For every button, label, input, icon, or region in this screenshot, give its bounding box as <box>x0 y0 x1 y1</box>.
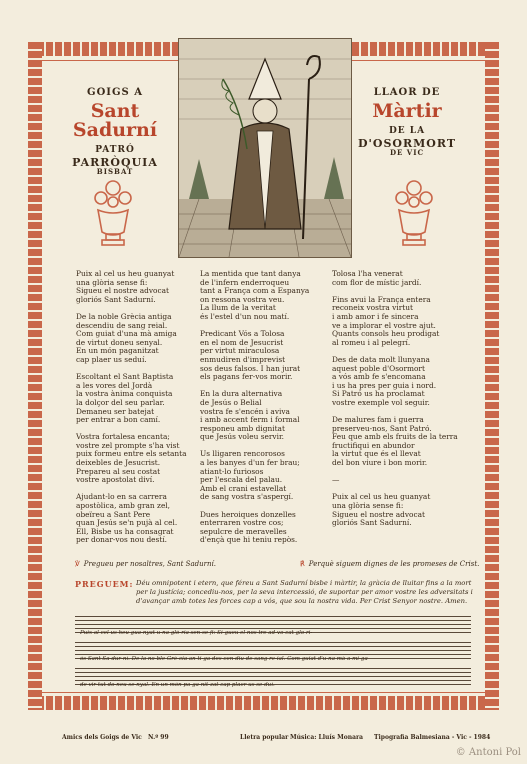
versicle-text: Pregueu per nosaltres, Sant Sadurní. <box>83 560 216 568</box>
rule-bottom <box>28 692 499 693</box>
lyrics-column-2: La mentida que tant danya de l'infern enderroqueu tant a França com a Espanya on ressona vostra veu. La llum de la veritat és l'estel d'un nou matí. Predicant Vós a Tolosa en el nom de Jesucrist per virtut miraculosa enmudiren d'imprevist sos deus falsos. I han jurat els pagans fer-vos morir. En la dura alternativa de Jesús o Belial vostra fe s'encén i aviva i amb accent ferm i formal responeu amb dignitat que Jesús voleu servir. Us lligaren rencorosos a les banyes d'un fer brau; atiant-lo furiosos per l'escala del palau. Amb el crani estavellat de sang vostra s'aspergí. Dues heroiques donzelles enterraren vostre cos; sepulcre de meravelles d'ençà que hi teniu repòs. <box>200 269 310 545</box>
decorative-border-left <box>28 42 42 710</box>
lyrics-column-3: Tolosa l'ha venerat com flor de místic jardí. Fins avui la França entera reconeix vostra virtut i amb amor i fe sincera ve a implorar el vostre ajut. Quants consols heu prodigat al romeu i al pelegrí. Des de data molt llunyana aquest poble d'Osormort a vós amb fe s'encomana i us ha pres per guia i nord. Si Patró us ha proclamat vostre exemple vol seguir. De malures fam i guerra preserveu-nos, Sant Patró. Feu que amb els fruits de la terra fructifiqui en abundor la virtut que és el llevat del bon viure i bon morir. — Puix al cel us heu guanyat una glòria sense fi: Sigueu el nostre advocat gloriós Sant Sadurní. <box>332 269 458 528</box>
music-lyric-1: Puix al cel us heu gua-nyat u-na glò-ria sen-se fi: Si-gueu el nos-tre ad-vo-cat glo-ri- <box>80 630 313 636</box>
music-lyric-2: ós Sant Sa-dur-ní. De la no-ble Grè-cia an-ti-ga des-cen-diu de sang re-ial. Com guiat d'u-na mà a-mi-ga <box>80 656 368 662</box>
title-sant-sadurni: Sant Sadurní <box>72 100 158 141</box>
decorative-border-bottom <box>28 696 499 710</box>
flower-vase-ornament-left <box>88 176 138 248</box>
prayer-label: PREGUEM: <box>75 579 134 589</box>
footer-number: N.º 99 <box>148 734 169 741</box>
response-symbol: ℟ <box>300 560 305 568</box>
photo-credit-watermark: © Antoni Pol <box>455 747 521 758</box>
lyrics-column-1: Puix al cel us heu guanyat una glòria sense fi: Sigueu el nostre advocat gloriós Sant Sadurní. De la noble Grècia antiga descendiu de sang reial. Com guiat d'una mà amiga de virtut doneu senyal. En un món paganitzat cap plaer us seduí. Escoltant el Sant Baptista a les vores del Jordà la vostra ànima conquista la dolçor del seu parlar. Demaneu ser batejat per entrar a bon camí. Vostra fortalesa encanta; vostre zel prompte s'ha vist puix formeu entre els setanta deixebles de Jesucrist. Prepareu al seu costat vostre apostolat diví. Ajudant-lo en sa carrera apostòlica, amb gran zel, obeïreu a Sant Pere quan Jesús se'n pujà al cel. Ell, Bisbe us ha consagrat per donar-vos nou destí. <box>76 269 187 545</box>
title-martir: Màrtir <box>372 100 442 122</box>
decorative-border-right <box>485 42 499 710</box>
footer-lletra: Lletra popular <box>240 734 289 741</box>
saint-portrait-image <box>178 38 352 258</box>
flower-vase-ornament-right <box>389 176 439 248</box>
bisbat: BISBAT <box>96 167 134 176</box>
versicle-symbol: ℣ <box>75 560 80 568</box>
response <box>300 560 479 568</box>
footer-amics: Amics dels Goigs de Vic <box>62 734 142 741</box>
footer-tipografia: Tipografia Balmesiana - Vic - 1984 <box>374 734 491 741</box>
osormort: D'OSORMORT <box>357 137 457 150</box>
de-vic: DE VIC <box>389 148 425 157</box>
prayer-text: Déu omnipotent i etern, que féreu a Sant Sadurní bisbe i màrtir, la gràcia de lluitar fins a la mort per la justícia; concediu-nos, per la seva intercessió, de suportar per amor vostre les adversitats i d'avançar amb totes les forces cap a vós, que sou la nostra vida. Per Crist Senyor nostre. Amen. <box>136 579 473 605</box>
patro: PATRÓ <box>95 145 135 155</box>
footer-musica: Música: Lluís Monara <box>290 734 364 741</box>
header-left <box>60 88 170 175</box>
llaor-de: LLAOR DE <box>373 87 441 98</box>
response-text: Perquè siguem dignes de les promeses de Crist. <box>308 560 480 568</box>
header-right <box>347 88 467 156</box>
goigs-a: GOIGS A <box>87 87 143 98</box>
music-lyric-3: de vir-tut do-neu se-nyal. En un món pa-ga-nit-zat cap plaer us se-duí. <box>80 682 275 688</box>
de-la: DE LA <box>388 126 426 136</box>
versicle <box>75 560 216 568</box>
parroquia: PARRÒQUIA <box>72 156 158 169</box>
